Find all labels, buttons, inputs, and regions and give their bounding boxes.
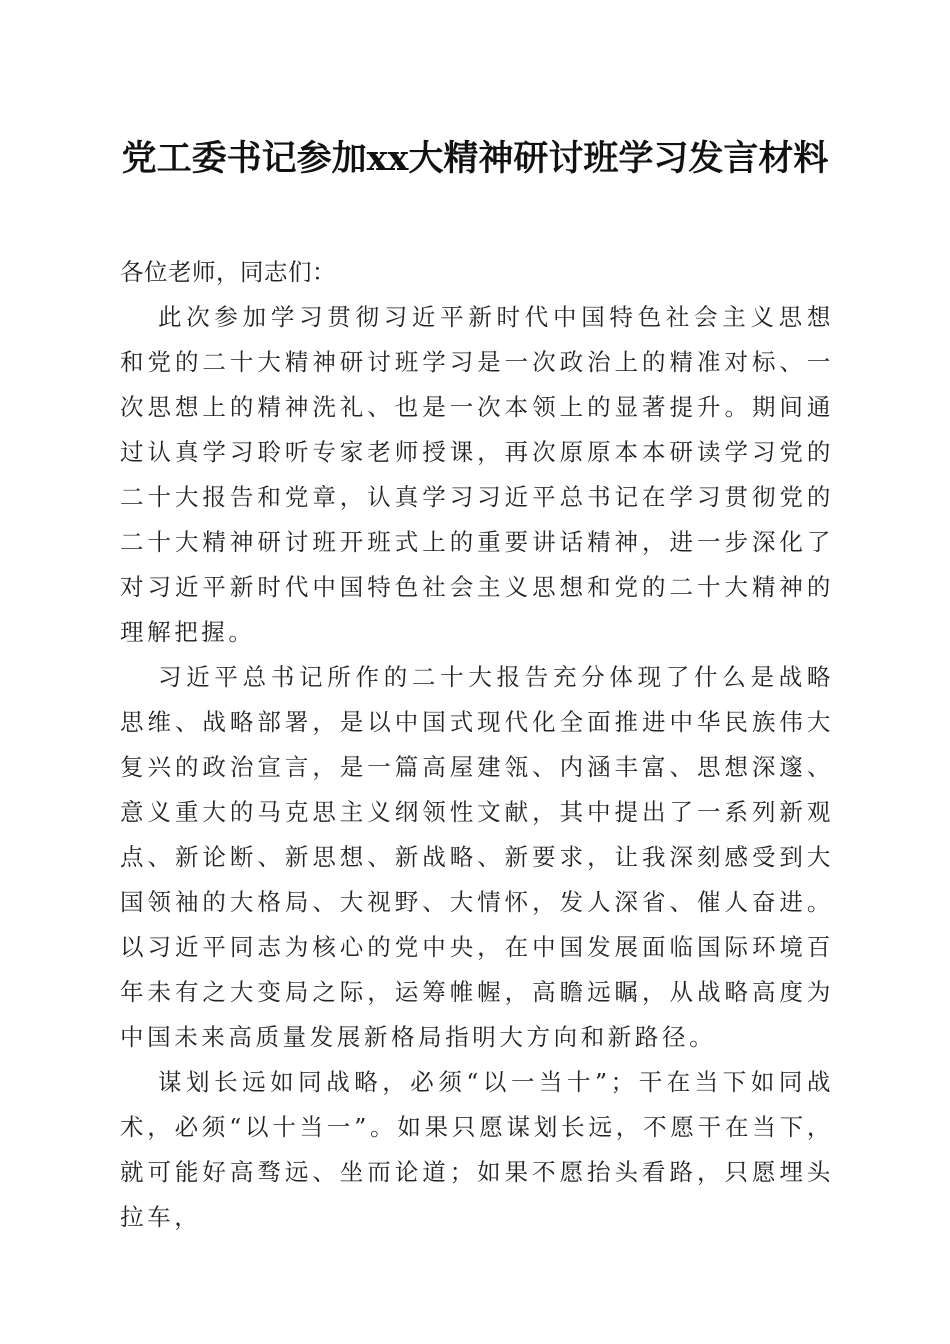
paragraph-2: 习近平总书记所作的二十大报告充分体现了什么是战略思维、战略部署，是以中国式现代化全面推进中华民族伟大复兴的政治宣言，是一篇高屋建瓴、内涵丰富、思想深邃、意义重大的马克思主义纲领性文献，其中提出了一系列新观点、新论断、新思想、新战略、新要求，让我深刻感受到大国领袖的大格局、大视野、大情怀，发人深省、催人奋进。以习近平同志为核心的党中央，在中国发展面临国际环境百年未有之大变局之际，运筹帷幄，高瞻远瞩，从战略高度为中国未来高质量发展新格局指明大方向和新路径。 [120,663,834,1051]
document-title: 党工委书记参加xx大精神研讨班学习发言材料 [121,138,829,179]
greeting-line: 各位老师，同志们： [120,258,336,286]
document-body [120,250,834,1240]
paragraph-3: 谋划长远如同战略，必须“以一当十”；干在当下如同战术，必须“以十当一”。如果只愿谋划长远，不愿干在当下，就可能好高骛远、坐而论道；如果不愿抬头看路，只愿埋头拉车， [120,1068,834,1231]
paragraph-1: 此次参加学习贯彻习近平新时代中国特色社会主义思想和党的二十大精神研讨班学习是一次政治上的精准对标、一次思想上的精神洗礼、也是一次本领上的显著提升。期间通过认真学习聆听专家老师授课，再次原原本本研读学习党的二十大报告和党章，认真学习习近平总书记在学习贯彻党的二十大精神研讨班开班式上的重要讲话精神，进一步深化了对习近平新时代中国特色社会主义思想和党的二十大精神的理解把握。 [120,303,834,646]
